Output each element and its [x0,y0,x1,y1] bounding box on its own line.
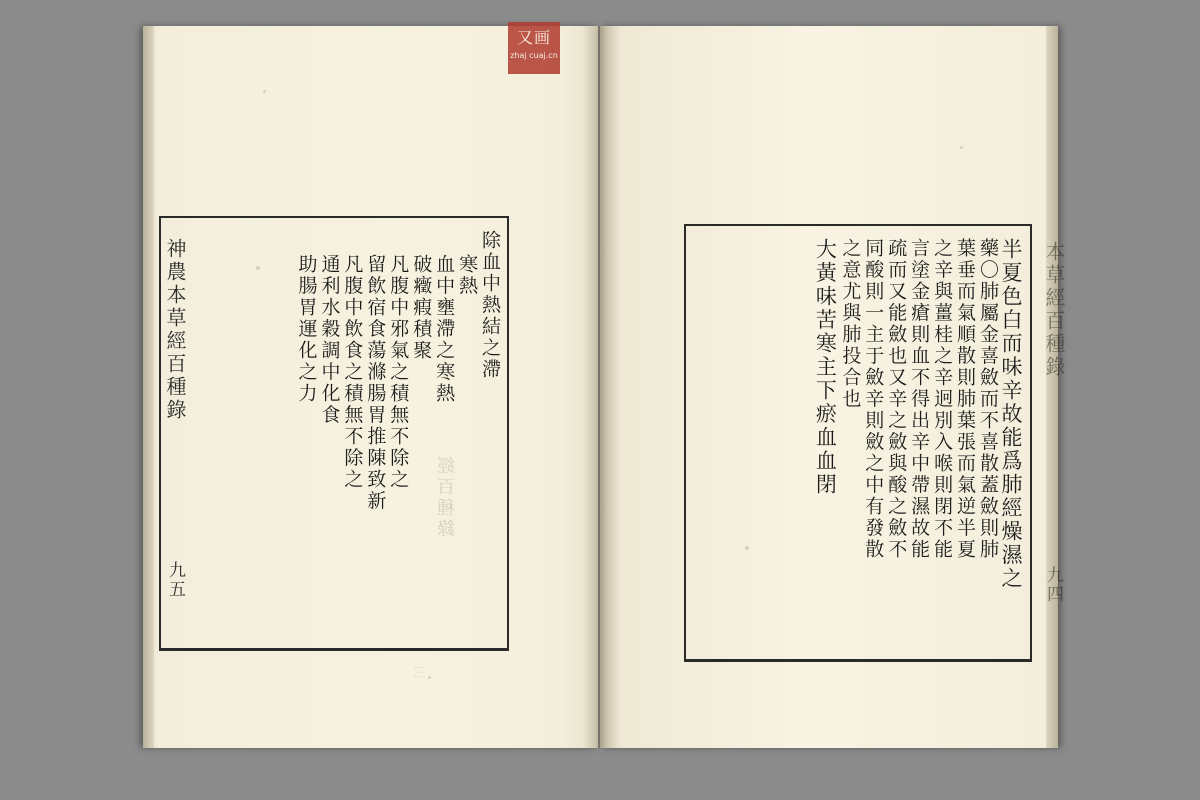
left-page-spine-title: 神農本草經百種錄 [163,238,187,422]
text-column: 葉垂而氣順散則肺葉張而氣逆半夏 [954,238,977,561]
text-column: 藥〇肺屬金喜斂而不喜散蓋斂則肺 [976,238,999,561]
text-column: 言塗金瘡則血不得出辛中帶濕故能 [908,238,931,561]
text-column: 破癥瘕積聚 [410,254,433,362]
text-column: 同酸則一主于斂辛則斂之中有發散 [862,238,885,561]
text-column: 疏而又能斂也又辛之斂與酸之斂不 [885,238,908,561]
text-column: 凡腹中飲食之積無不除之 [341,254,364,491]
right-page [600,26,1066,748]
paper-speck [960,146,963,149]
text-column: 留飲宿食蕩滌腸胃推陳致新 [364,254,387,512]
watermark-stamp [508,22,560,74]
left-page [143,26,598,748]
stamp-sub-text: zhaj cuaj.cn [510,51,558,61]
right-page-header-title: 本草經百種錄 [1042,241,1066,379]
bleed-through-text: 經百種錄 [437,456,458,540]
right-text-frame [684,224,1032,662]
text-column: 大黃味苦寒主下瘀血血閉 [813,238,838,497]
text-column: 寒熱 [456,254,479,297]
paper-speck [263,90,266,93]
right-text-columns [686,226,1030,659]
left-text-frame [159,216,509,651]
text-column: 凡腹中邪氣之積無不除之 [387,254,410,491]
text-column: 半夏色白而味辛故能爲肺經燥濕之 [999,238,1023,591]
right-page-number: 九四 [1043,566,1063,604]
left-page-edge [143,26,154,748]
left-page-number: 九五 [165,561,185,599]
text-column: 之意尤與肺投合也 [839,238,862,410]
text-column: 之辛與薑桂之辛迥別入喉則閉不能 [931,238,954,561]
bleed-through-text: 三 [413,666,427,681]
text-column: 除血中熱結之滯 [479,230,501,381]
right-page-edge [1046,26,1058,748]
text-column: 血中壅滯之寒熱 [433,254,456,405]
left-text-columns [161,218,507,648]
text-column: 通利水穀調中化食 [318,254,341,426]
stamp-main-text: 又画 [516,28,551,47]
paper-speck [428,676,431,679]
text-column: 助腸胃運化之力 [295,254,318,405]
open-book [143,26,1066,748]
